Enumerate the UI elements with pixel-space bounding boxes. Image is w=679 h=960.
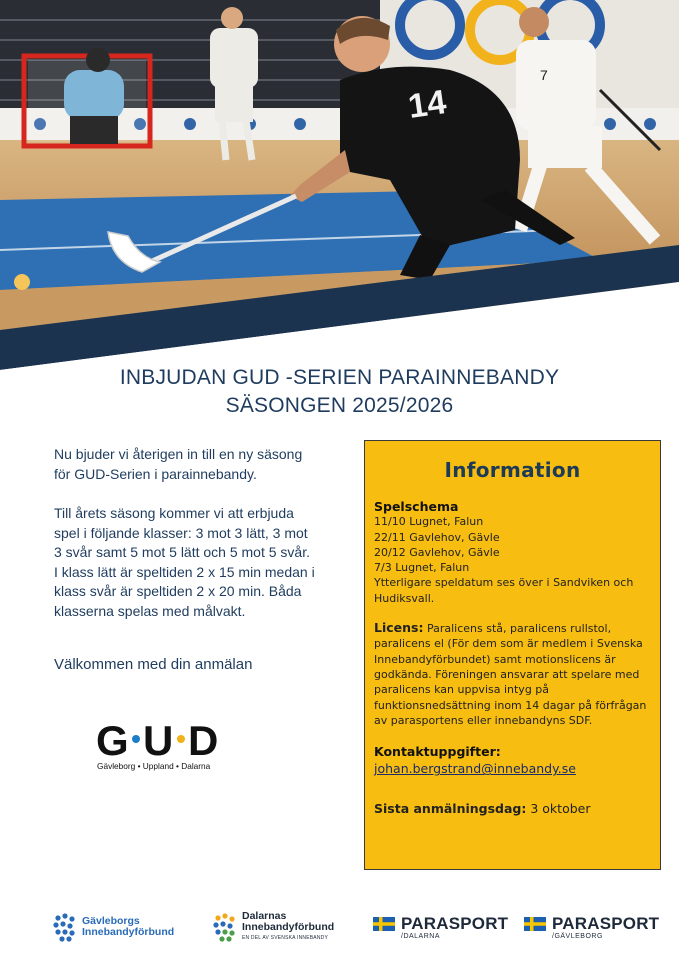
hero-photo: [0, 0, 679, 370]
dots-emblem-icon: [212, 912, 238, 942]
info-title: Information: [444, 458, 581, 482]
parasport-dalarna-logo: [373, 908, 508, 946]
parasport-dalarna-name: PARASPORT: [401, 913, 509, 933]
dalarna-line-1: Dalarnas: [242, 909, 287, 922]
deadline-label: Sista anmälningsdag:: [374, 800, 527, 816]
schedule-item: 20/12 Gavlehov, Gävle: [374, 545, 500, 559]
contact-email-link[interactable]: johan.bergstrand@innebandy.se: [374, 761, 576, 777]
schedule-item: 22/11 Gavlehov, Gävle: [374, 530, 500, 544]
title-line-1: INBJUDAN GUD -SERIEN PARAINNEBANDY: [119, 366, 560, 389]
parasport-gavleborg-name: PARASPORT: [552, 913, 660, 933]
swedish-flag-icon: [524, 917, 546, 931]
parasport-gavleborg-sub: /GÄVLEBORG: [552, 932, 603, 940]
schedule-heading: Spelschema: [374, 499, 459, 514]
intro-text: [54, 445, 316, 641]
contact-label: Kontaktuppgifter:: [374, 744, 501, 760]
schedule-item: 11/10 Lugnet, Falun: [374, 515, 484, 529]
info-box: [364, 440, 661, 870]
dots-emblem-icon: [52, 912, 78, 942]
welcome-text: Välkommen med din anmälan: [54, 656, 253, 673]
intro-paragraph-2: Till årets säsong kommer vi att erbjuda spel i följande klasser: 3 mot 3 lätt, 3 mot 3 svår samt 5 mot 5 lätt och 5 mot 5 svår. I klass lätt är speltiden 2 x 15 min medan i klass svår är speltiden 2 x 20 min. Båda klasserna spelas med målvakt.: [54, 505, 315, 619]
gavleborgs-innebandyforbund-logo: [52, 908, 174, 946]
gavleborg-line-1: Gävleborgs: [82, 915, 140, 927]
gud-letter-d: D: [188, 717, 219, 764]
dalarnas-innebandyforbund-logo: [212, 908, 334, 946]
licens-label: Licens:: [374, 620, 424, 636]
page-title: [0, 364, 679, 420]
gud-logo: [96, 715, 232, 773]
gavleborg-line-2: Innebandyförbund: [82, 926, 175, 938]
schedule-note: Ytterligare speldatum ses över i Sandviken och Hudiksvall.: [374, 576, 634, 605]
contact-section: [374, 744, 651, 777]
gud-letter-g: G: [96, 717, 129, 764]
deadline-value: 3 oktober: [530, 800, 591, 816]
player-7-number: 7: [540, 67, 548, 83]
schedule-section: [374, 499, 651, 606]
title-line-2: SÄSONGEN 2025/2026: [225, 394, 454, 417]
intro-paragraph-1: Nu bjuder vi återigen in till en ny säsong för GUD-Serien i parainnebandy.: [54, 446, 303, 482]
licens-section: [374, 620, 651, 728]
parasport-dalarna-sub: /DALARNA: [401, 932, 441, 940]
licens-text: Paralicens stå, paralicens rullstol, paralicens el (För dem som är medlem i Svenska Innebandyförbundet) samt motionslicens är godkända. Föreningen ansvarar att spelare med paralicens kan uppvisa intyg på funktionsnedsättning inom 14 dagar på förfrågan av parasportens eller innebandyns SDF.: [374, 622, 647, 727]
parasport-gavleborg-logo: [524, 908, 659, 946]
swedish-flag-icon: [373, 917, 395, 931]
schedule-item: 7/3 Lugnet, Falun: [374, 561, 470, 575]
dalarna-line-2: Innebandyförbund: [242, 920, 335, 933]
deadline-section: [374, 801, 651, 816]
gud-letter-u: U: [143, 717, 174, 764]
jersey-number: 14: [405, 83, 449, 126]
dalarna-subline: EN DEL AV SVENSKA INNEBANDY: [242, 934, 328, 941]
gud-tagline: Gävleborg • Uppland • Dalarna: [97, 761, 211, 771]
